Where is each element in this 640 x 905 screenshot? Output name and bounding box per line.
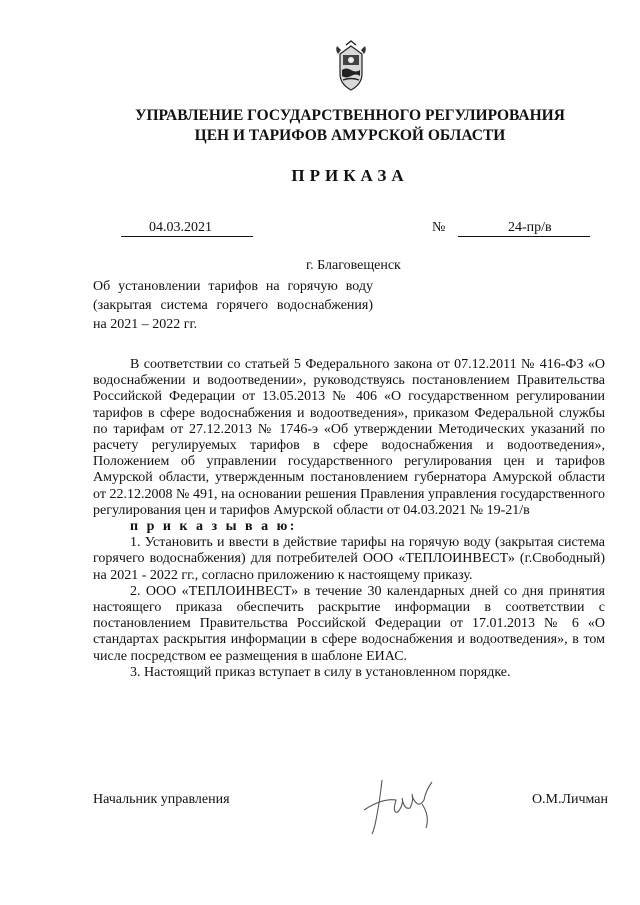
signatory-name: О.М.Личман bbox=[531, 792, 608, 807]
order-item-3: 3. Настоящий приказ вступает в силу в установленном порядке. bbox=[130, 664, 511, 680]
order-item-1: 1. Установить и ввести в действие тарифы на горячую воду (закрытая система горячего водоснабжения) для потребителей ООО «ТЕПЛОИНВЕСТ» (г.Свободный) на 2021 - 2022 гг., согласно приложению к настоящему приказу. bbox=[93, 535, 605, 583]
number-label: № bbox=[432, 220, 446, 235]
document-type-title: ПРИКАЗА bbox=[291, 166, 409, 185]
handwritten-signature bbox=[352, 770, 448, 836]
order-word: п р и к а з ы в а ю: bbox=[130, 519, 297, 535]
organization-title-line2: ЦЕН И ТАРИФОВ АМУРСКОЙ ОБЛАСТИ bbox=[194, 127, 506, 144]
document-subject: Об установлении тарифов на горячую воду (закрытая система горячего водоснабжения) на 2021 – 2022 гг. bbox=[93, 279, 373, 332]
preamble-paragraph: В соответствии со статьей 5 Федерального закона от 07.12.2011 № 416-ФЗ «О водоснабжении и водоотведении», руководствуясь постановлением Правительства Российской Федерации от 13.05.2013 № 406 «О государственном регулировании тарифов в сфере водоснабжения и водоотведения», приказом Федеральной службы по тарифам от 27.12.2013 № 1746-э «Об утверждении Методических указаний по расчету регулируемых тарифов в сфере водоснабжения и водоотведения», Положением об управлении государственного регулирования цен и тарифов Амурской области, утвержденным постановлением губернатора Амурской области от 22.12.2008 № 491, на основании решения Правления управления государственного регулирования цен и тарифов Амурской области от 04.03.2021 № 19-21/в bbox=[93, 357, 605, 518]
signatory-position: Начальник управления bbox=[93, 792, 230, 807]
document-number: 24-пр/в bbox=[458, 220, 590, 237]
order-item-2: 2. ООО «ТЕПЛОИНВЕСТ» в течение 30 календарных дней со дня принятия настоящего приказа обеспечить раскрытие информации в соответствии с постановлением Правительства Российской Федерации от 17.01.2013 № 6 «О стандартах раскрытия информации в сфере водоснабжения и водоотведения», в том числе посредством ее размещения в шаблоне ЕИАС. bbox=[93, 583, 605, 664]
city-line: г. Благовещенск bbox=[306, 258, 401, 273]
document-body bbox=[93, 357, 605, 681]
coat-of-arms-icon bbox=[330, 40, 372, 92]
document-date: 04.03.2021 bbox=[121, 220, 253, 237]
organization-title-line1: УПРАВЛЕНИЕ ГОСУДАРСТВЕННОГО РЕГУЛИРОВАНИЯ bbox=[135, 107, 565, 124]
